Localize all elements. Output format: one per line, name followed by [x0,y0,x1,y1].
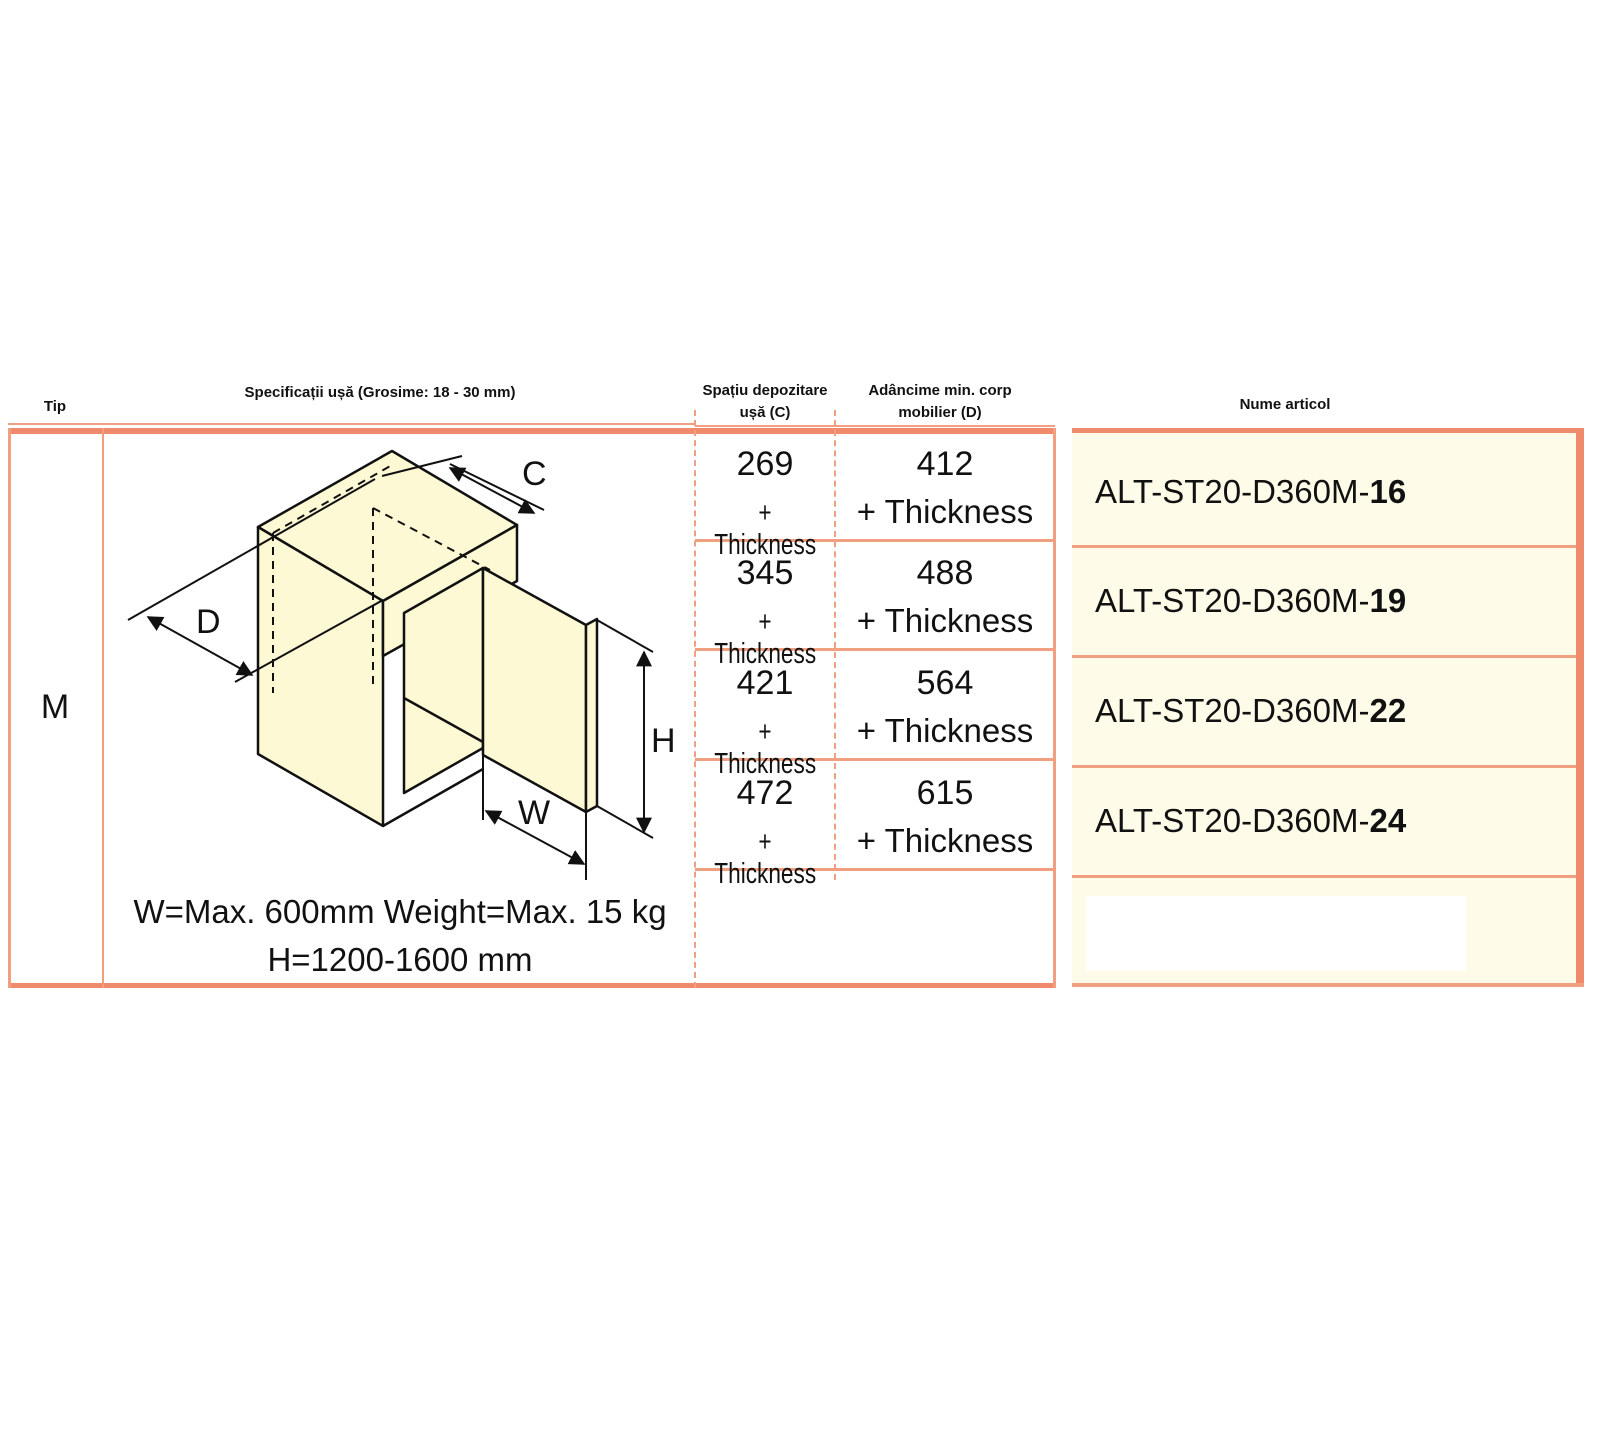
article-row-separator [1072,765,1576,768]
article-panel-bottom [1072,983,1584,987]
storage-suffix: + Thickness [714,606,817,670]
storage-suffix: + Thickness [714,716,817,780]
storage-value: 345 [736,554,794,592]
storage-value: 472 [736,774,794,812]
article-size: 24 [1369,802,1407,839]
header-specs: Specificații ușă (Grosime: 18 - 30 mm) [244,384,516,401]
storage-value: 269 [736,445,794,483]
article-prefix: ALT-ST20-D360M- [1095,582,1370,619]
depth-suffix: + Thickness [856,493,1034,530]
column-divider-storage [834,410,836,880]
label-d: D [196,603,221,641]
header-tip: Tip [43,398,67,415]
article-name [1095,472,1406,512]
article-prefix: ALT-ST20-D360M- [1095,802,1370,839]
table-frame-top [8,428,1056,434]
depth-value: 488 [916,554,974,592]
depth-value: 564 [916,664,974,702]
header-underline-mid [695,425,1055,427]
article-prefix: ALT-ST20-D360M- [1095,473,1370,510]
column-divider-tip [102,428,104,988]
storage-suffix: + Thickness [714,826,817,890]
cabinet-diagram [110,440,690,890]
article-name [1095,581,1406,621]
column-divider-right [1053,428,1056,988]
article-name [1095,691,1406,731]
header-article: Nume articol [1239,396,1331,413]
article-empty-cell [1086,896,1466,971]
article-name [1095,801,1406,841]
spec-note-line1: W=Max. 600mm Weight=Max. 15 kg [133,893,667,930]
depth-suffix: + Thickness [856,822,1034,859]
depth-value: 412 [916,445,974,483]
article-row-separator [1072,875,1576,878]
header-underline-left [8,423,695,425]
article-row-separator [1072,545,1576,548]
article-size: 16 [1369,473,1407,510]
depth-suffix: + Thickness [856,712,1034,749]
header-storage: Spațiu depozitare ușă (C) [702,382,828,421]
header-depth: Adâncime min. corp mobilier (D) [868,382,1012,421]
label-h: H [651,722,676,760]
article-prefix: ALT-ST20-D360M- [1095,692,1370,729]
article-row-separator [1072,655,1576,658]
depth-suffix: + Thickness [856,602,1034,639]
cabinet-door-edge [586,619,597,812]
type-value: M [40,688,70,726]
label-c: C [522,455,547,493]
article-size: 22 [1369,692,1407,729]
frame-left-border [8,428,11,988]
label-w: W [518,794,551,832]
storage-suffix: + Thickness [714,497,817,561]
depth-value: 615 [916,774,974,812]
article-size: 19 [1369,582,1407,619]
column-divider-specs [694,410,696,988]
spec-note-line2: H=1200-1600 mm [267,941,533,978]
storage-value: 421 [736,664,794,702]
cabinet-door [483,568,586,812]
